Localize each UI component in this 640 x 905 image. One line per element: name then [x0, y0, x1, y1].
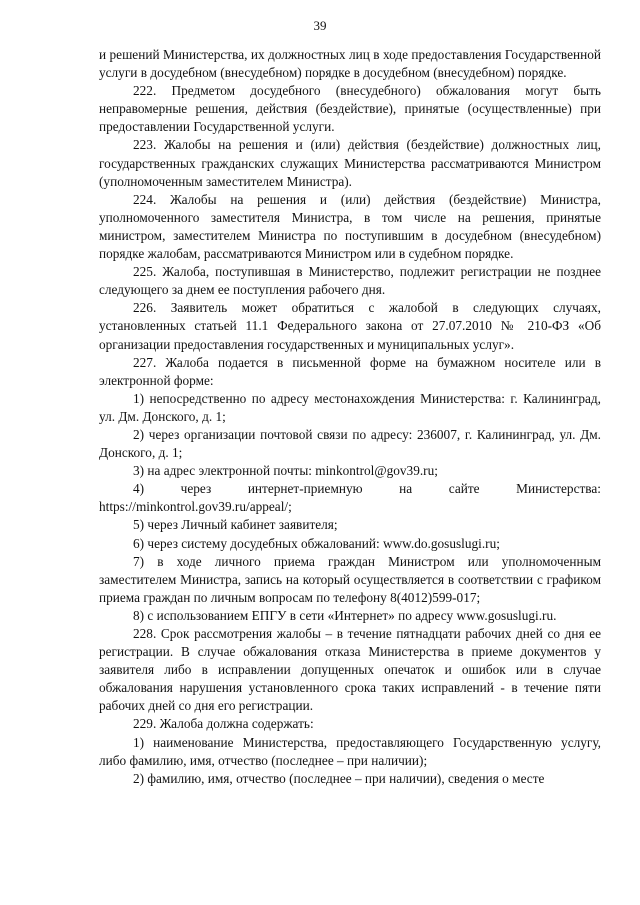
list-item: 4) через интернет-приемную на сайте Министерства: https://minkontrol.gov39.ru/appeal/;: [99, 481, 601, 515]
page-number: 39: [313, 18, 327, 33]
list-item: 5) через Личный кабинет заявителя;: [133, 517, 338, 533]
list-item: 1) наименование Министерства, предоставляющего Государственную услугу, либо фамилию, имя, отчество (последнее – при наличии);: [99, 734, 601, 768]
paragraph: 222. Предметом досудебного (внесудебного) обжалования могут быть неправомерные решения, действия (бездействие), принятые (осуществленные) при предоставлении Государственной услуги.: [99, 83, 601, 135]
list-item: 6) через систему досудебных обжалований: www.do.gosuslugi.ru;: [133, 535, 500, 551]
list-item: 7) в ходе личного приема граждан Министром или уполномоченным заместителем Министра, запись на который осуществляется в соответствии с графиком приема граждан по личным вопросам по телефону 8(4012)599-017;: [99, 553, 601, 605]
paragraph: 224. Жалобы на решения и (или) действия (бездействие) Министра, уполномоченного заместителя Министра, в том числе на решения, принятые министром, заместителем Министра по поступившим в досудебном (внесудебном) порядке жалобам, рассматриваются Министром или в судебном порядке.: [99, 191, 601, 262]
list-item: 2) через организации почтовой связи по адресу: 236007, г. Калининград, ул. Дм. Донского, д. 1;: [99, 426, 601, 461]
paragraph: 229. Жалоба должна содержать:: [133, 716, 314, 732]
list-item: 1) непосредственно по адресу местонахождения Министерства: г. Калининград, ул. Дм. Донского, д. 1;: [99, 390, 601, 424]
paragraph: 227. Жалоба подается в письменной форме на бумажном носителе или в электронной форме:: [99, 354, 601, 388]
paragraph: 225. Жалоба, поступившая в Министерство, подлежит регистрации не позднее следующего за днем ее поступления рабочего дня.: [99, 264, 601, 298]
paragraph: 228. Срок рассмотрения жалобы – в течение пятнадцати рабочих дней со дня ее регистрации. В случае обжалования отказа Министерства в приеме документов у заявителя либо в исправлении допущенных опечаток и ошибок или в случае обжалования нарушения установленного срока таких исправлений - в течение пяти рабочих дней со дня его регистрации.: [99, 626, 601, 714]
paragraph: и решений Министерства, их должностных лиц в ходе предоставления Государственной услуги в досудебном (внесудебном) порядке в досудебном (внесудебном) порядке.: [99, 47, 601, 81]
paragraph: 226. Заявитель может обратиться с жалобой в следующих случаях, установленных статьей 11.1 Федерального закона от 27.07.2010 № 210-ФЗ «Об организации предоставления государственных и муниципальных услуг».: [99, 300, 601, 352]
document-body: [99, 46, 601, 788]
list-item: 3) на адрес электронной почты: minkontrol@gov39.ru;: [133, 463, 438, 479]
list-item: 2) фамилию, имя, отчество (последнее – при наличии), сведения о месте: [133, 770, 545, 786]
list-item: 8) с использованием ЕПГУ в сети «Интернет» по адресу www.gosuslugi.ru.: [133, 607, 557, 623]
paragraph: 223. Жалобы на решения и (или) действия (бездействие) должностных лиц, государственных гражданских служащих Министерства рассматриваются Министром (уполномоченным заместителем Министра).: [99, 137, 601, 189]
